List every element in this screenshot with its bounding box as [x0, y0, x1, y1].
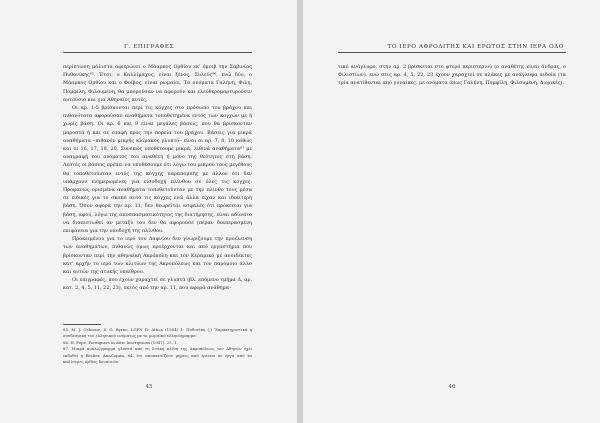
- footnotes: [63, 327, 252, 365]
- right-paragraph: τικό ανάγλυφο, στην αρ. 2 βρίσκεται στο φτερό περιστεριού (ο αναθέτης είναι άνδρας, ο Φιλιστίων), ενώ στις αρ. 4, 5, 22, 23 έχουν χαραχτεί σε πλάκες με ανάγλυφα αιδοία (τα τρία ανατίθενται από γυναίκες, με ονόματα όπως Γαλήνη, Πομφίλη, Φιλουμένη, Δωρικές).: [338, 64, 566, 87]
- right-page: [302, 0, 600, 423]
- footnote: 87. Μικρά κυκλιόγραμμα γλυπτά από τη λιτική κλίση της Ακροπόλεως τον Αθηνών έχει εκδοθεί η Becker, AnnCapita, 64, ότι αποσκευίζουν μήρεις από έρευνα σε έργα από τα καλύτερες όρθιες δυνασιών.: [63, 346, 252, 365]
- left-paragraph: Οι αρ. 1-5 βρίσκονται περί τις κόγχες στο πρόσωπο του βράχου και πιθανότατα αφορούσαν αναθήματα τοποθετημένα εντός των κογχών με ή χωρίς βάση. Οι αρ. 6 και 9 είναι μεγάλες βάσεις, που θα βρίσκονταν μπροστά ή και σε επαφή προς την πορεία του βράχου. Βάσεις για μικρά αναθήματα –πιθανόν μικρής κλίμακος γλυπτό– είναι οι αρ. 7, 8, 10 καθώς και οι 16, 17, 18, 20. Συνεπώς υποθέτουμε μικρά, λιθινά αναθήματα⁸⁷ με αναγραφή του ονόματος του αναθέτη ή μόνο της θεότητος στη βάση. Λεπτές οι βάσεις πρέπει να υποθέσουμε ότι λόγω του μικρού τους μεγέθους θα τοποθετούνταν εντός της κόγχης παραπομπής με άλλον ότι δεν υπάρχουν ενημερωμένες για είσοδοχή πλίνθου σε όλες τις κόγχες. Προφανώς ορισμένα αναθήματα τοποθετούνταν με την πλίνθο τους μέσα σε ειδικές για το σκοπό αυτό τις κόγχες ενώ άλλα είχαν και ιδιαίτερη βάση. Όσον αφορά την αρ. 11, δεν θεωρείται ασφαλές ότι πρόκειται για βάση, αφού, λόγω της αποσπασματικότητος της διατήρησης, είναι αδύνατο να διαπιστωθεί αν μεταξύ του δεν θα αφορούσε (πέραν διαπερασμένη επιφάνεια για την υποδοχή της πλίνθου.: [63, 105, 252, 235]
- left-header-rule: [63, 52, 252, 53]
- left-running-head: Γ. ΕΠΙΓΡΑΦΕΣ: [123, 44, 175, 50]
- footnote: 85. M. J. Osborne, S. G. Byrne, LGPN II: Attica (1994) 1: Πυθονίκη (;) 'Χαρακτηριστικά η συνδεσμική του ελληνικού ονόματος με το ρωμαϊκό ελληνόγραμμα'.: [63, 327, 252, 339]
- left-body-text: [63, 63, 252, 293]
- left-page: [0, 0, 298, 423]
- footnote-rule: [63, 324, 101, 325]
- right-header-rule: [338, 52, 566, 53]
- right-body-text: [338, 63, 566, 88]
- right-running-head: ΤΟ ΙΕΡΟ ΑΦΡΟΔΙΤΗΣ ΚΑΙ ΕΡΩΤΟΣ ΣΤΗΝ ΙΕΡΑ ΟΔΟ: [387, 44, 564, 50]
- right-page-number: 46: [448, 384, 456, 390]
- left-paragraph: Προκειμένου για το ιερό του Δαφνίου δεν γνωρίζουμε την προέλευση των αναθημάτων, πιθανώς όμως προέρχονται και από εργαστήρια που βρίσκονταν περί την αθηναϊκή Ακρόπολη και τον Κεραμικό με ανοιδέκτες κατ' αρχήν το ιερό των κλιτύων της Ακροπόλεως και τον παρόμοιο άλλο και αυτών της ατυκής υπαίθρου.: [63, 236, 252, 276]
- footnote: 86. H. Pope, Foreigners in Attic Inscriptions (1947), 25, 1.: [63, 339, 178, 345]
- left-paragraph: περίπτωση μάλιστα αφιερώνει ο Μάαρκος Ορθίου εκ' όμοιβ την Σαβινίας Πυθονίκης⁸⁵. Έτσι, ο Καλλίμαχος, είναι ξένος, Συλεύς⁸⁶, ενώ δύο, ο Μάαρκος Ορθίου και ο Φοίβος, είναι ρωμαίοι. Τα ονόματα Γαλήνη, Φιλη, Πομφίλη, Φιλουμένη, θα μπορούσαν να αφορούν και ελεύθερομαρτυρούσιν αυτούσιο και για Αθηναίες αυτές.: [63, 64, 252, 103]
- left-page-number: 45: [145, 384, 153, 390]
- left-paragraph: Οι επιγραφές, που έχουν χαραχτεί σε γλυπτά (βλ. επόμενο τμήμα Δ, αρ. κατ. 2, 4, 5, 11, 22, 23), εκτός από την αρ. 11, που αφορά ανάθημα–: [63, 277, 252, 292]
